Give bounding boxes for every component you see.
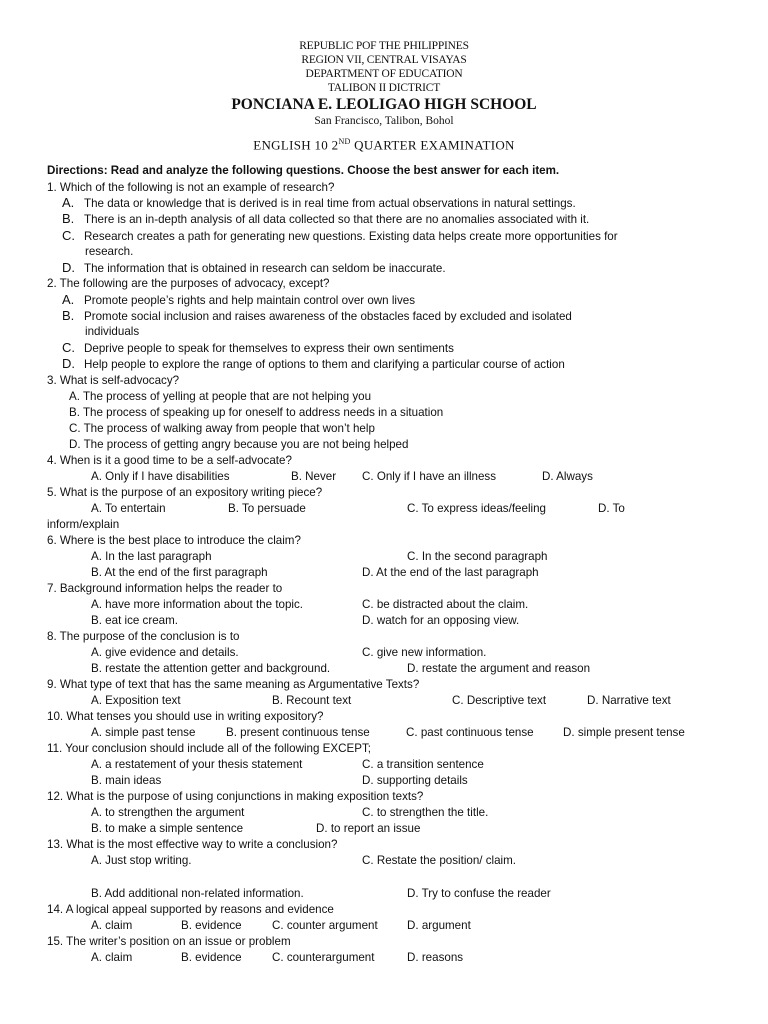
question-9: 9. What type of text that has the same meaning as Argumentative Texts?	[47, 678, 420, 691]
q12-option-d: D. to report an issue	[316, 822, 421, 835]
question-4: 4. When is it a good time to be a self-advocate?	[47, 454, 292, 467]
question-10: 10. What tenses you should use in writing expository?	[47, 710, 324, 723]
q10-option-a: A. simple past tense	[91, 726, 196, 739]
q1-letter-b: B.	[62, 211, 75, 226]
q1-text-d: The information that is obtained in research can seldom be inaccurate.	[84, 262, 446, 275]
q7-option-b: B. eat ice cream.	[91, 614, 178, 627]
q11-option-a: A. a restatement of your thesis statement	[91, 758, 303, 771]
q8-option-c: C. give new information.	[362, 646, 487, 659]
q1-letter-d: D.	[62, 260, 75, 275]
q8-option-a: A. give evidence and details.	[91, 646, 239, 659]
q1-text-c: Research creates a path for generating new questions. Existing data helps create more opportunities for	[84, 230, 618, 243]
q2-letter-d: D.	[62, 356, 75, 371]
q2-text-d: Help people to explore the range of options to them and clarifying a particular course of action	[84, 358, 565, 371]
q1-option-c	[62, 229, 618, 244]
question-5: 5. What is the purpose of an expository writing piece?	[47, 486, 323, 499]
exam-title	[0, 137, 768, 153]
q12-option-b: B. to make a simple sentence	[91, 822, 244, 835]
q6-option-b: B. At the end of the first paragraph	[91, 566, 268, 579]
q14-option-a: A. claim	[91, 919, 133, 932]
school-location: San Francisco, Talibon, Bohol	[314, 115, 454, 127]
question-3: 3. What is self-advocacy?	[47, 374, 180, 387]
q7-option-d: D. watch for an opposing view.	[362, 614, 520, 627]
exam-title-ordinal: ND	[338, 137, 351, 146]
header-department: DEPARTMENT OF EDUCATION	[305, 68, 463, 80]
q5-option-d: D. To	[598, 502, 625, 515]
q7-option-c: C. be distracted about the claim.	[362, 598, 529, 611]
q2-letter-a: A.	[62, 292, 75, 307]
q2-text-b: Promote social inclusion and raises awareness of the obstacles faced by excluded and isolated	[84, 310, 572, 323]
q11-option-b: B. main ideas	[91, 774, 162, 787]
q5-option-b: B. To persuade	[228, 502, 306, 515]
q12-option-c: C. to strengthen the title.	[362, 806, 489, 819]
q9-option-b: B. Recount text	[272, 694, 352, 707]
q14-option-c: C. counter argument	[272, 919, 378, 932]
school-name: PONCIANA E. LEOLIGAO HIGH SCHOOL	[231, 96, 537, 113]
q7-option-a: A. have more information about the topic.	[91, 598, 304, 611]
q15-option-c: C. counterargument	[272, 951, 375, 964]
question-14: 14. A logical appeal supported by reasons and evidence	[47, 903, 334, 916]
q8-option-d: D. restate the argument and reason	[407, 662, 591, 675]
exam-title-main: ENGLISH 10 2	[253, 137, 339, 153]
q14-option-b: B. evidence	[181, 919, 242, 932]
q1-text-a: The data or knowledge that is derived is in real time from actual observations in natural settings.	[84, 197, 576, 210]
q14-option-d: D. argument	[407, 919, 471, 932]
q10-option-b: B. present continuous tense	[226, 726, 370, 739]
q8-option-b: B. restate the attention getter and background.	[91, 662, 331, 675]
q3-option-a: A. The process of yelling at people that are not helping you	[69, 390, 372, 403]
q2-option-a	[62, 293, 415, 308]
q2-text-a: Promote people’s rights and help maintain control over own lives	[84, 294, 416, 307]
q13-option-b: B. Add additional non-related information.	[91, 887, 304, 900]
q1-option-d	[62, 261, 446, 276]
question-11: 11. Your conclusion should include all of the following EXCEPT;	[47, 742, 371, 755]
question-2: 2. The following are the purposes of advocacy, except?	[47, 277, 330, 290]
q2-option-b	[62, 309, 572, 324]
q1-text-b: There is an in-depth analysis of all data collected so that there are no anomalies associated with it.	[84, 213, 590, 226]
header-district: TALIBON II DICTRICT	[327, 82, 441, 94]
q2-text-c: Deprive people to speak for themselves to express their own sentiments	[84, 342, 454, 355]
q15-option-d: D. reasons	[407, 951, 464, 964]
q1-option-b	[62, 212, 589, 227]
q2-option-c	[62, 341, 454, 356]
q1-letter-c: C.	[62, 228, 75, 243]
question-8: 8. The purpose of the conclusion is to	[47, 630, 240, 643]
q3-option-c: C. The process of walking away from people that won’t help	[69, 422, 375, 435]
q2-option-d	[62, 357, 565, 372]
q6-option-c: C. In the second paragraph	[407, 550, 548, 563]
q4-option-d: D. Always	[542, 470, 593, 483]
question-1: 1. Which of the following is not an example of research?	[47, 181, 335, 194]
q1-letter-a: A.	[62, 195, 75, 210]
q3-option-b: B. The process of speaking up for oneself to address needs in a situation	[69, 406, 444, 419]
q13-option-a: A. Just stop writing.	[91, 854, 192, 867]
q10-option-d: D. simple present tense	[563, 726, 685, 739]
q1-option-a	[62, 196, 576, 211]
q4-option-a: A. Only if I have disabilities	[91, 470, 230, 483]
q9-option-c: C. Descriptive text	[452, 694, 547, 707]
q1-option-c-cont: research.	[85, 245, 134, 258]
q9-option-a: A. Exposition text	[91, 694, 181, 707]
q4-option-b: B. Never	[291, 470, 337, 483]
directions: Directions: Read and analyze the following questions. Choose the best answer for each item.	[47, 164, 560, 177]
question-13: 13. What is the most effective way to write a conclusion?	[47, 838, 338, 851]
q6-option-a: A. In the last paragraph	[91, 550, 212, 563]
q15-option-a: A. claim	[91, 951, 133, 964]
header-region: REGION VII, CENTRAL VISAYAS	[301, 54, 467, 66]
q5-option-c: C. To express ideas/feeling	[407, 502, 546, 515]
q9-option-d: D. Narrative text	[587, 694, 671, 707]
q11-option-d: D. supporting details	[362, 774, 468, 787]
header-republic: REPUBLIC POF THE PHILIPPINES	[299, 40, 469, 52]
question-6: 6. Where is the best place to introduce the claim?	[47, 534, 301, 547]
q2-option-b-cont: individuals	[85, 325, 140, 338]
q13-option-c: C. Restate the position/ claim.	[362, 854, 517, 867]
q6-option-d: D. At the end of the last paragraph	[362, 566, 539, 579]
exam-title-rest: QUARTER EXAMINATION	[350, 137, 515, 153]
q11-option-c: C. a transition sentence	[362, 758, 484, 771]
q2-letter-c: C.	[62, 340, 75, 355]
q12-option-a: A. to strengthen the argument	[91, 806, 245, 819]
question-7: 7. Background information helps the reader to	[47, 582, 283, 595]
q4-option-c: C. Only if I have an illness	[362, 470, 497, 483]
q13-option-d: D. Try to confuse the reader	[407, 887, 551, 900]
q15-option-b: B. evidence	[181, 951, 242, 964]
question-12: 12. What is the purpose of using conjunctions in making exposition texts?	[47, 790, 424, 803]
question-15: 15. The writer’s position on an issue or problem	[47, 935, 291, 948]
q5-option-a: A. To entertain	[91, 502, 166, 515]
q3-option-d: D. The process of getting angry because you are not being helped	[69, 438, 409, 451]
q10-option-c: C. past continuous tense	[406, 726, 534, 739]
q2-letter-b: B.	[62, 308, 75, 323]
q5-option-d-cont: inform/explain	[47, 518, 120, 531]
